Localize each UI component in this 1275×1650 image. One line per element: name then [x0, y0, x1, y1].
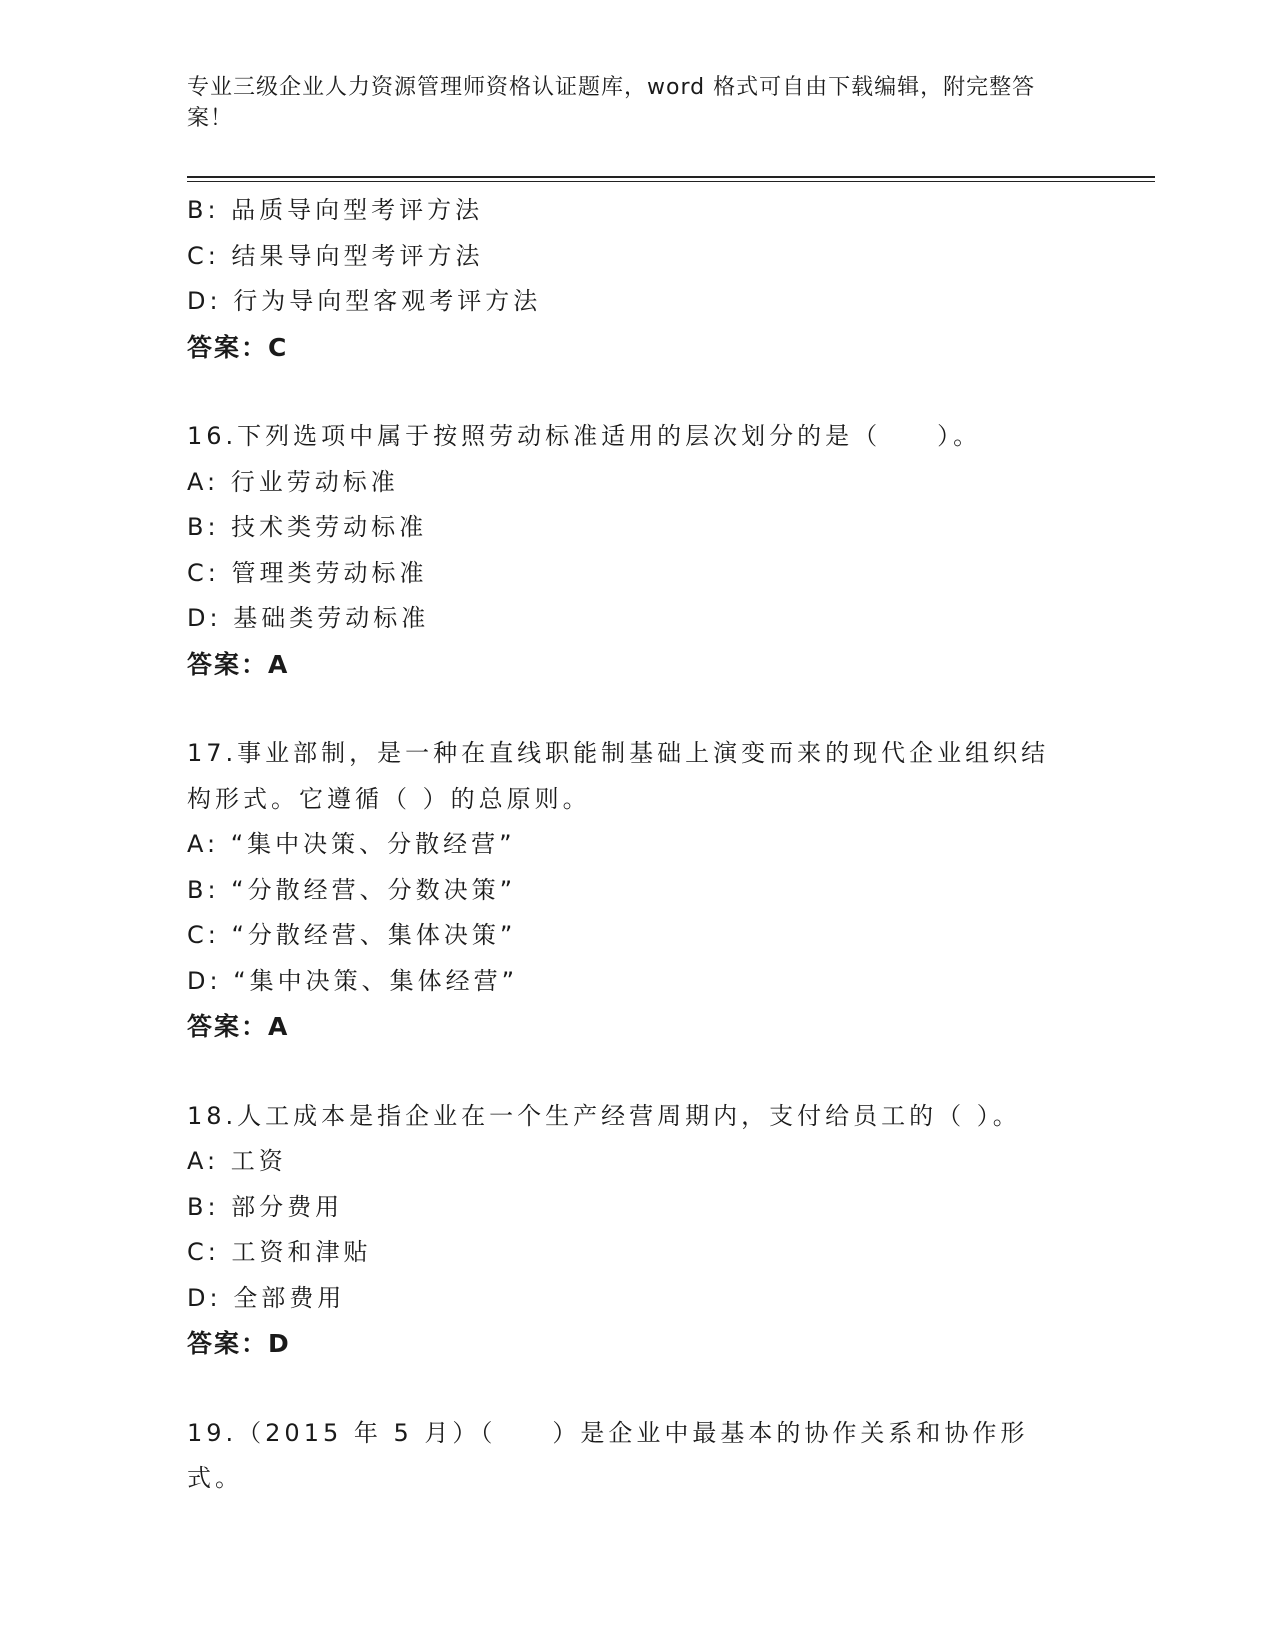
answer-line: 答案：D — [187, 1329, 291, 1358]
option-c: C: 管理类劳动标准 — [187, 558, 428, 587]
option-c: C: 工资和津贴 — [187, 1238, 372, 1266]
option-a: A: 工资 — [187, 1147, 287, 1175]
question-17 — [187, 731, 1087, 1050]
option-d: D: “集中决策、集体经营” — [187, 966, 519, 995]
answer-line: 答案：A — [187, 649, 290, 679]
question-text: 19.（2015 年 5 月）（ ）是企业中最基本的协作关系和协作形式。 — [187, 1418, 1029, 1492]
option-d: D: 全部费用 — [187, 1283, 346, 1312]
option-b: B: “分散经营、分数决策” — [187, 875, 517, 904]
option-b: B: 部分费用 — [187, 1192, 344, 1221]
option-c: C: “分散经营、集体决策” — [187, 921, 517, 949]
question-text: 17.事业部制，是一种在直线职能制基础上演变而来的现代企业组织结构形式。它遵循（ ）的总原则。 — [187, 739, 1050, 813]
option-b: B: 技术类劳动标准 — [187, 513, 428, 541]
option-d: D: 基础类劳动标准 — [187, 604, 430, 632]
question-19 — [187, 1411, 1087, 1502]
answer-line: 答案：C — [187, 332, 289, 362]
option-b: B: 品质导向型考评方法 — [187, 196, 484, 224]
page-header: 专业三级企业人力资源管理师资格认证题库，word 格式可自由下载编辑，附完整答案！ — [187, 75, 1036, 131]
question-16 — [187, 414, 1087, 687]
question-15 — [187, 188, 1087, 370]
option-a: A: 行业劳动标准 — [187, 467, 399, 496]
question-list — [187, 188, 1087, 1502]
option-a: A: “集中决策、分散经营” — [187, 830, 516, 858]
question-text: 18.人工成本是指企业在一个生产经营周期内，支付给员工的（ ）。 — [187, 1101, 1021, 1130]
option-d: D: 行为导向型客观考评方法 — [187, 287, 542, 315]
question-text: 16.下列选项中属于按照劳动标准适用的层次划分的是（ ）。 — [187, 422, 982, 450]
option-c: C: 结果导向型考评方法 — [187, 241, 484, 270]
question-18 — [187, 1094, 1087, 1367]
header-divider — [187, 176, 1155, 182]
answer-line: 答案：A — [187, 1012, 290, 1041]
